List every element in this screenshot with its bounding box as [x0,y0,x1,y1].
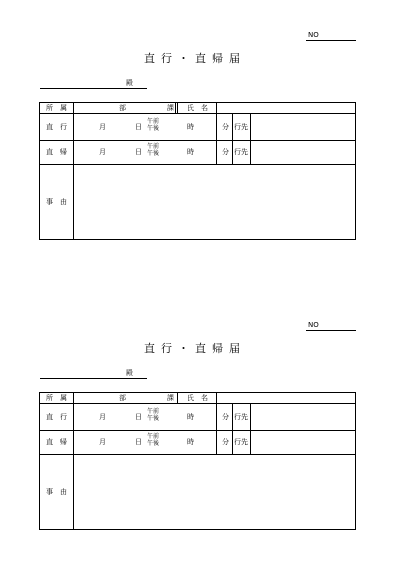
minute-label: 分 [222,413,229,421]
bu-label: 部 [119,104,126,112]
jiyu-label: 事 由 [46,198,67,206]
shimei-input[interactable] [217,393,355,403]
recipient-field[interactable] [40,88,147,89]
chokki-label: 直 帰 [46,438,67,446]
no-label: NO [308,31,319,39]
chokki-destination-input[interactable] [251,141,355,164]
ikisaki-label: 行先 [234,123,248,131]
jiyu-input[interactable] [74,165,355,239]
month-label: 月 [99,413,106,421]
shozoku-input[interactable] [74,103,119,113]
am-option[interactable]: 午前 [147,143,160,150]
shimei-input[interactable] [217,103,355,113]
jiyu-input[interactable] [74,455,355,529]
ikisaki-label: 行先 [234,148,248,156]
shozoku-label: 所 属 [46,394,67,402]
recipient-field[interactable] [40,378,147,379]
chokko-destination-input[interactable] [251,404,355,430]
pm-option[interactable]: 午後 [147,150,160,157]
hour-label: 時 [187,413,194,421]
no-label: NO [308,321,319,329]
minute-label: 分 [222,123,229,131]
chokko-destination-input[interactable] [251,114,355,140]
hour-label: 時 [187,123,194,131]
pm-option[interactable]: 午後 [147,415,160,422]
ikisaki-divider-left [232,113,233,164]
ikisaki-label: 行先 [234,438,248,446]
shimei-label: 氏 名 [187,104,208,112]
pm-option[interactable]: 午後 [147,440,160,447]
no-field[interactable] [306,330,356,331]
no-field[interactable] [306,40,356,41]
month-label: 月 [99,123,106,131]
chokki-label: 直 帰 [46,148,67,156]
form-table [39,392,356,530]
minute-label: 分 [222,148,229,156]
ikisaki-divider-left [232,403,233,454]
dono-label: 殿 [126,369,133,377]
am-option[interactable]: 午前 [147,433,160,440]
ka-cell-divider [177,393,178,403]
chokko-label: 直 行 [46,413,67,421]
am-option[interactable]: 午前 [147,408,160,415]
hour-label: 時 [187,438,194,446]
month-label: 月 [99,148,106,156]
month-label: 月 [99,438,106,446]
day-label: 日 [135,148,142,156]
bu-label: 部 [119,394,126,402]
ikisaki-label: 行先 [234,413,248,421]
day-label: 日 [135,123,142,131]
shozoku-input[interactable] [74,393,119,403]
bu-divider [175,103,176,113]
chokki-destination-input[interactable] [251,431,355,454]
day-label: 日 [135,438,142,446]
pm-option[interactable]: 午後 [147,125,160,132]
form-table [39,102,356,240]
jiyu-label: 事 由 [46,488,67,496]
minute-label: 分 [222,438,229,446]
shimei-label: 氏 名 [187,394,208,402]
dono-label: 殿 [126,79,133,87]
form-title: 直行・直帰届 [144,52,246,65]
shozoku-label: 所 属 [46,104,67,112]
ka-label: 課 [167,394,174,402]
am-option[interactable]: 午前 [147,118,160,125]
form-title: 直行・直帰届 [144,342,246,355]
form-2 [0,290,410,580]
chokko-label: 直 行 [46,123,67,131]
hour-label: 時 [187,148,194,156]
day-label: 日 [135,413,142,421]
ka-cell-divider [177,103,178,113]
ka-label: 課 [167,104,174,112]
